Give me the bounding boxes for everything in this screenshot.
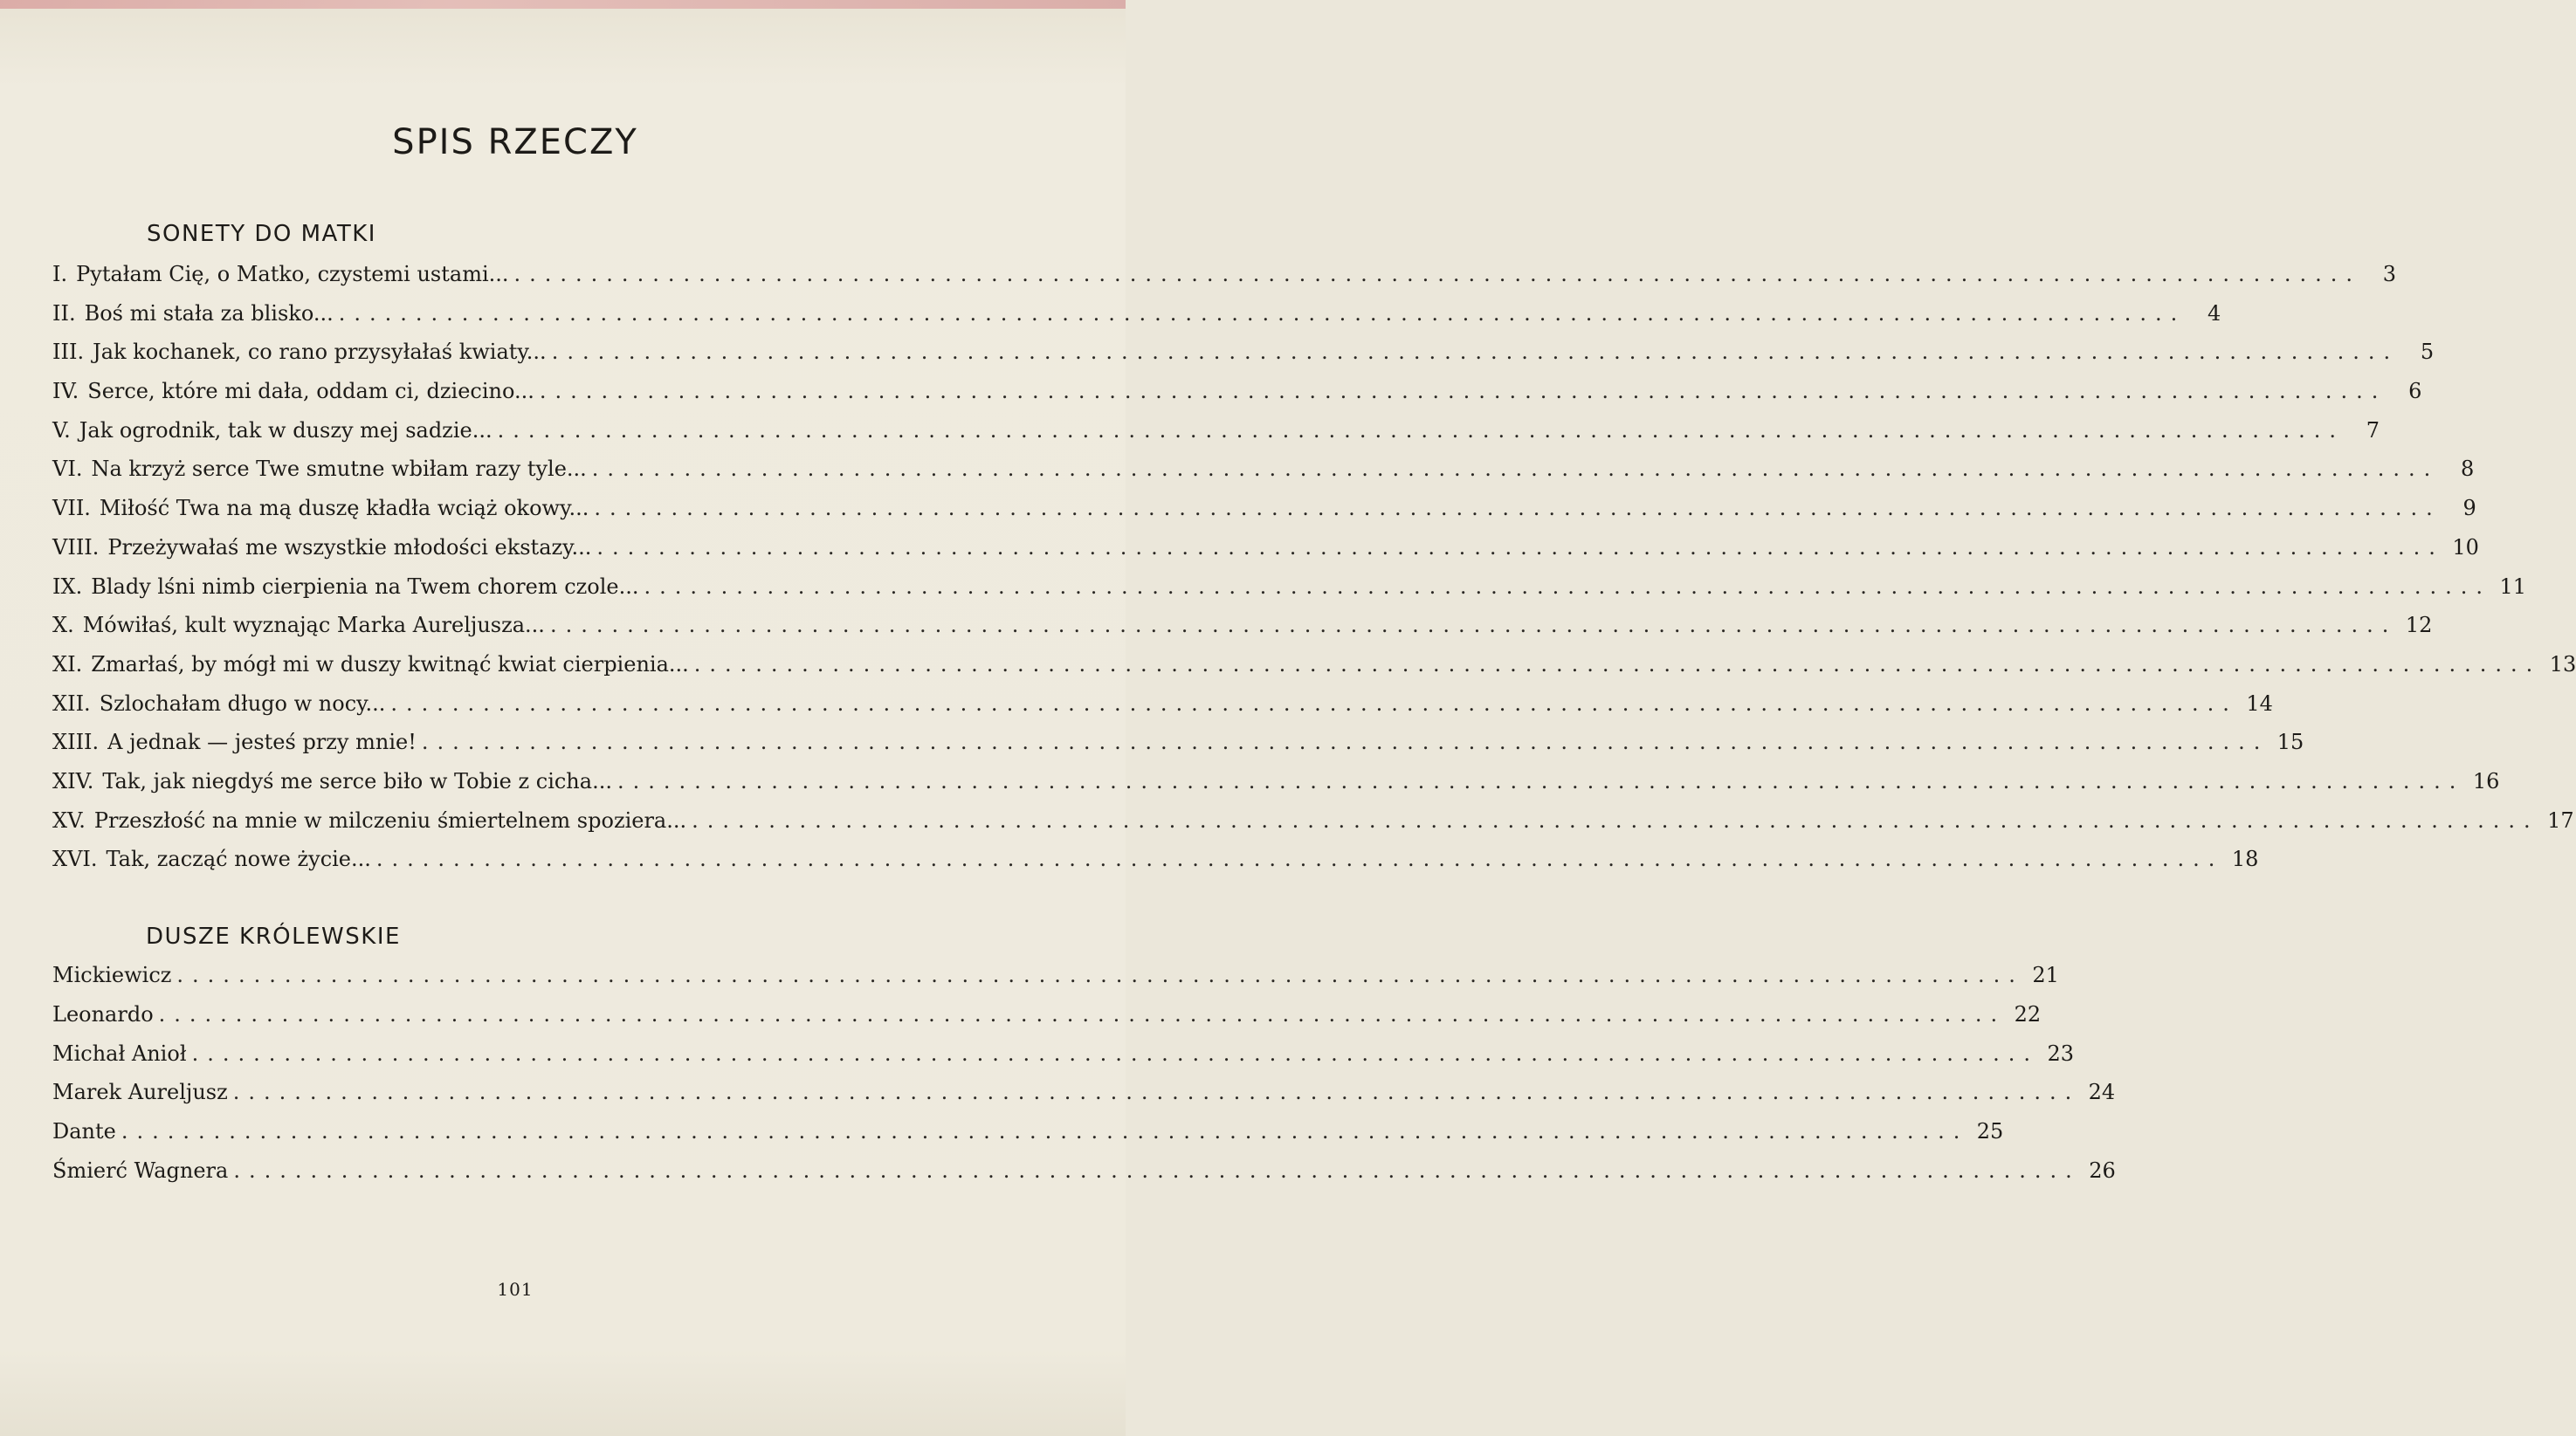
entry-title: Przeszłość na mnie w milczeniu śmiertelnem spoziera... <box>93 807 687 833</box>
entry-title: Tak, jak niegdyś me serce biło w Tobie z cicha... <box>102 768 612 794</box>
entry-title: Boś mi stała za blisko... <box>84 300 334 326</box>
entry-page: 6 <box>2408 379 2422 404</box>
entry-title: Mówiłaś, kult wyznając Marka Aureljusza... <box>82 613 545 638</box>
toc-entry <box>52 730 2304 769</box>
dot-leader: ........................................................................................................................ <box>596 534 2444 560</box>
toc-entry <box>52 768 2500 808</box>
entry-title: Mickiewicz <box>52 963 172 987</box>
entry-number: XIV. <box>52 768 94 794</box>
entry-title: Serce, które mi dała, oddam ci, dziecino... <box>87 379 534 404</box>
dot-leader: ........................................................................................................................ <box>158 1001 2007 1027</box>
dot-leader: ........................................................................................................................ <box>121 1119 1969 1144</box>
entry-number: VI. <box>52 457 83 482</box>
page-title: SPIS RZECZY <box>392 122 638 162</box>
dot-leader: ........................................................................................................................ <box>692 807 2539 833</box>
entry-page: 24 <box>2088 1080 2116 1105</box>
entry-number: II. <box>52 300 76 326</box>
dot-leader: ........................................................................................................................ <box>616 768 2465 794</box>
entry-page: 8 <box>2460 457 2475 482</box>
entry-page: 12 <box>2405 613 2433 638</box>
entry-number: V. <box>52 417 71 443</box>
dot-leader: ........................................................................................................................ <box>644 574 2491 599</box>
toc-section-dusze <box>52 921 2116 1198</box>
dot-leader: ........................................................................................................................ <box>191 1041 2040 1066</box>
entry-page: 10 <box>2452 534 2479 560</box>
entry-title: Michał Anioł <box>52 1041 187 1066</box>
toc-entry <box>52 496 2476 535</box>
section-heading: DUSZE KRÓLEWSKIE <box>146 924 401 950</box>
dot-leader: ........................................................................................................................ <box>513 262 2361 286</box>
toc-entry <box>52 651 2576 691</box>
dot-leader: ........................................................................................................................ <box>390 691 2238 716</box>
section-heading: SONETY DO MATKI <box>147 221 376 247</box>
entry-page: 25 <box>1976 1119 2004 1144</box>
entry-page: 16 <box>2472 768 2500 794</box>
entry-page: 18 <box>2231 847 2259 872</box>
entry-number: XI. <box>52 651 83 677</box>
entry-title: Leonardo <box>52 1001 154 1027</box>
entry-page: 7 <box>2366 417 2380 443</box>
entry-number: XVI. <box>52 847 98 872</box>
entry-number: I. <box>52 262 68 286</box>
toc-entry <box>52 262 2396 301</box>
entry-title: Dante <box>52 1119 116 1144</box>
entry-page: 13 <box>2549 651 2576 677</box>
toc-entry <box>52 1041 2075 1081</box>
entry-page: 14 <box>2246 691 2273 716</box>
entry-page: 26 <box>2089 1158 2116 1183</box>
entry-number: XII. <box>52 691 91 716</box>
toc-entry <box>52 574 2526 614</box>
entry-number: XV. <box>52 807 86 833</box>
toc-entry <box>52 457 2475 496</box>
entry-number: IV. <box>52 379 79 404</box>
entry-number: VII. <box>52 496 91 521</box>
toc-entry <box>52 691 2273 731</box>
dot-leader: ........................................................................................................................ <box>421 730 2269 755</box>
entry-title: Szlochałam długo w nocy... <box>99 691 386 716</box>
toc-entry <box>52 1080 2116 1119</box>
dot-leader: ........................................................................................................................ <box>176 963 2024 987</box>
dot-leader: ........................................................................................................................ <box>551 340 2400 365</box>
entry-number: VIII. <box>52 534 100 560</box>
entry-number: IX. <box>52 574 83 599</box>
toc-entry <box>52 1001 2042 1041</box>
entry-title: Śmierć Wagnera <box>52 1158 229 1183</box>
entry-title: Tak, zacząć nowe życie... <box>106 847 371 872</box>
dot-leader: ........................................................................................................................ <box>338 300 2187 326</box>
entry-number: XIII. <box>52 730 100 755</box>
toc-entry <box>52 847 2259 886</box>
entry-title: Miłość Twa na mą duszę kładła wciąż okowy... <box>99 496 589 521</box>
entry-title: Jak ogrodnik, tak w duszy mej sadzie... <box>79 417 492 443</box>
entry-title: Blady lśni nimb cierpienia na Twem chorem czole... <box>91 574 639 599</box>
entry-title: A jednak — jesteś przy mnie! <box>107 730 417 755</box>
dot-leader: ........................................................................................................................ <box>594 496 2442 521</box>
toc-entry <box>52 379 2422 418</box>
entry-title: Zmarłaś, by mógł mi w duszy kwitnąć kwiat cierpienia... <box>91 651 689 677</box>
page-top-edge <box>0 0 1126 9</box>
entry-page: 3 <box>2382 262 2396 286</box>
dot-leader: ........................................................................................................................ <box>549 613 2398 638</box>
entry-title: Jak kochanek, co rano przysyłałaś kwiaty... <box>93 340 547 365</box>
entry-title: Marek Aureljusz <box>52 1080 228 1105</box>
toc-entry <box>52 340 2435 379</box>
entry-page: 4 <box>2207 300 2221 326</box>
toc-entry <box>52 613 2433 652</box>
entry-number: III. <box>52 340 85 365</box>
entry-page: 22 <box>2014 1001 2042 1027</box>
toc-entry <box>52 807 2574 848</box>
toc-entry <box>52 534 2479 574</box>
page-number: 101 <box>497 1279 534 1300</box>
dot-leader: ........................................................................................................................ <box>232 1080 2081 1105</box>
dot-leader: ........................................................................................................................ <box>375 847 2224 872</box>
dot-leader: ........................................................................................................................ <box>233 1158 2081 1183</box>
entry-page: 17 <box>2547 807 2574 833</box>
dot-leader: ........................................................................................................................ <box>497 417 2345 443</box>
entry-page: 5 <box>2420 340 2435 365</box>
toc-entry <box>52 1119 2004 1158</box>
toc-section-sonety <box>52 218 2576 886</box>
dot-leader: ........................................................................................................................ <box>539 379 2387 404</box>
entry-title: Pytałam Cię, o Matko, czystemi ustami... <box>76 262 509 286</box>
entry-page: 21 <box>2032 963 2059 987</box>
dot-leader: ........................................................................................................................ <box>591 457 2440 482</box>
entry-page: 15 <box>2276 730 2304 755</box>
entry-number: X. <box>52 613 74 638</box>
entry-title: Na krzyż serce Twe smutne wbiłam razy tyle... <box>91 457 587 482</box>
entry-title: Przeżywałaś me wszystkie młodości ekstazy... <box>107 534 592 560</box>
dot-leader: ........................................................................................................................ <box>693 651 2542 677</box>
entry-page: 23 <box>2047 1041 2075 1066</box>
toc-entry <box>52 417 2380 457</box>
toc-entry <box>52 300 2221 340</box>
toc-entry <box>52 963 2059 1002</box>
entry-page: 11 <box>2499 574 2526 599</box>
toc-entry <box>52 1158 2116 1198</box>
entry-page: 9 <box>2462 496 2476 521</box>
